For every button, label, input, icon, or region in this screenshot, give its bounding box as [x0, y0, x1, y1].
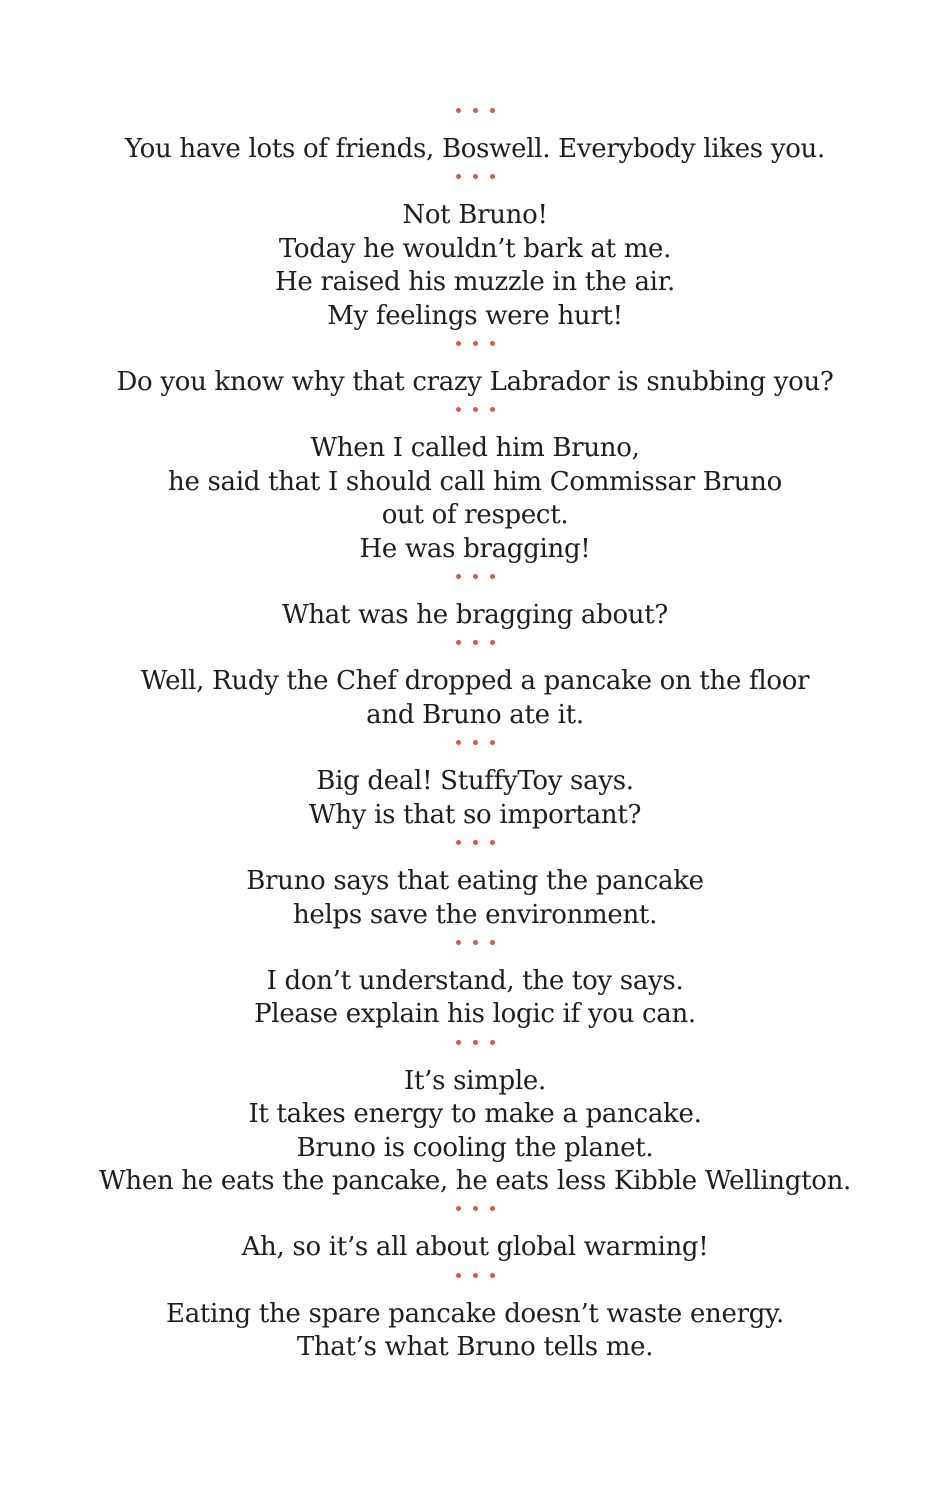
- dialogue-stanza: [0, 1298, 950, 1365]
- dialogue-line: Well, Rudy the Chef dropped a pancake on the floor: [140, 666, 810, 697]
- separator-dot: [490, 574, 495, 579]
- separator-dot: [473, 640, 478, 645]
- dialogue-line: When he eats the pancake, he eats less Kibble Wellington.: [99, 1165, 851, 1196]
- dialogue-line: Bruno says that eating the pancake: [246, 866, 704, 897]
- dialogue-line: out of respect.: [381, 500, 569, 531]
- stanza-separator: [0, 1265, 950, 1298]
- dialogue-line: Today he wouldn’t bark at me.: [278, 233, 672, 264]
- stanza-separator: [0, 732, 950, 765]
- stanza-separator: [0, 333, 950, 366]
- dialogue-line: Big deal! StuffyToy says.: [316, 766, 634, 797]
- separator-dot: [473, 940, 478, 945]
- separator-dot: [456, 407, 461, 412]
- separator-dot: [473, 108, 478, 113]
- separator-dot: [490, 1040, 495, 1045]
- separator-dot: [490, 108, 495, 113]
- stanza-separator: [0, 566, 950, 599]
- separator-dot: [490, 407, 495, 412]
- stanza-separator: [0, 1198, 950, 1231]
- separator-dot: [490, 341, 495, 346]
- dialogue-line: and Bruno ate it.: [366, 699, 584, 730]
- separator-dot: [490, 840, 495, 845]
- stanza-separator: [0, 399, 950, 432]
- dialogue-line: Eating the spare pancake doesn’t waste energy.: [166, 1298, 784, 1329]
- dialogue-page: [0, 100, 950, 1365]
- separator-dot: [473, 174, 478, 179]
- dialogue-line: Please explain his logic if you can.: [254, 999, 696, 1030]
- stanza-separator: [0, 1032, 950, 1065]
- separator-dot: [473, 840, 478, 845]
- separator-dot: [490, 1206, 495, 1211]
- stanza-separator: [0, 166, 950, 199]
- dialogue-stanza: [0, 133, 950, 166]
- separator-dot: [456, 108, 461, 113]
- separator-dot: [473, 407, 478, 412]
- separator-dot: [473, 1206, 478, 1211]
- dialogue-stanza: [0, 665, 950, 732]
- separator-dot: [456, 574, 461, 579]
- dialogue-stanza: [0, 1231, 950, 1264]
- separator-dot: [473, 341, 478, 346]
- separator-dot: [473, 740, 478, 745]
- dialogue-line: It’s simple.: [404, 1065, 546, 1096]
- separator-dot: [490, 640, 495, 645]
- separator-dot: [456, 341, 461, 346]
- stanza-separator: [0, 632, 950, 665]
- separator-dot: [490, 174, 495, 179]
- dialogue-stanza: [0, 199, 950, 333]
- separator-dot: [456, 1273, 461, 1278]
- separator-dot: [490, 940, 495, 945]
- dialogue-line: helps save the environment.: [292, 899, 658, 930]
- dialogue-stanza: [0, 1065, 950, 1199]
- separator-dot: [456, 1206, 461, 1211]
- separator-dot: [456, 174, 461, 179]
- dialogue-line: he said that I should call him Commissar Bruno: [168, 466, 782, 497]
- separator-dot: [456, 640, 461, 645]
- dialogue-stanza: [0, 765, 950, 832]
- dialogue-line: He was bragging!: [359, 533, 591, 564]
- dialogue-line: It takes energy to make a pancake.: [248, 1099, 702, 1130]
- dialogue-line: What was he bragging about?: [281, 600, 669, 631]
- stanza-separator: [0, 100, 950, 133]
- dialogue-line: My feelings were hurt!: [327, 300, 623, 331]
- separator-dot: [456, 940, 461, 945]
- dialogue-line: You have lots of friends, Boswell. Everybody likes you.: [125, 134, 825, 164]
- dialogue-line: Bruno is cooling the planet.: [296, 1132, 654, 1163]
- separator-dot: [490, 1273, 495, 1278]
- separator-dot: [473, 1040, 478, 1045]
- separator-dot: [456, 840, 461, 845]
- stanza-separator: [0, 932, 950, 965]
- dialogue-line: When I called him Bruno,: [310, 433, 640, 464]
- dialogue-line: Why is that so important?: [308, 799, 642, 830]
- separator-dot: [456, 1040, 461, 1045]
- separator-dot: [456, 740, 461, 745]
- dialogue-stanza: [0, 432, 950, 566]
- dialogue-line: He raised his muzzle in the air.: [275, 267, 675, 298]
- dialogue-stanza: [0, 366, 950, 399]
- dialogue-line: I don’t understand, the toy says.: [266, 965, 684, 996]
- dialogue-stanza: [0, 599, 950, 632]
- separator-dot: [473, 1273, 478, 1278]
- separator-dot: [473, 574, 478, 579]
- stanza-separator: [0, 832, 950, 865]
- dialogue-line: That’s what Bruno tells me.: [296, 1332, 654, 1363]
- dialogue-line: Not Bruno!: [402, 200, 548, 231]
- dialogue-stanza: [0, 865, 950, 932]
- dialogue-line: Do you know why that crazy Labrador is snubbing you?: [116, 367, 834, 398]
- dialogue-line: Ah, so it’s all about global warming!: [241, 1232, 709, 1263]
- separator-dot: [490, 740, 495, 745]
- dialogue-stanza: [0, 965, 950, 1032]
